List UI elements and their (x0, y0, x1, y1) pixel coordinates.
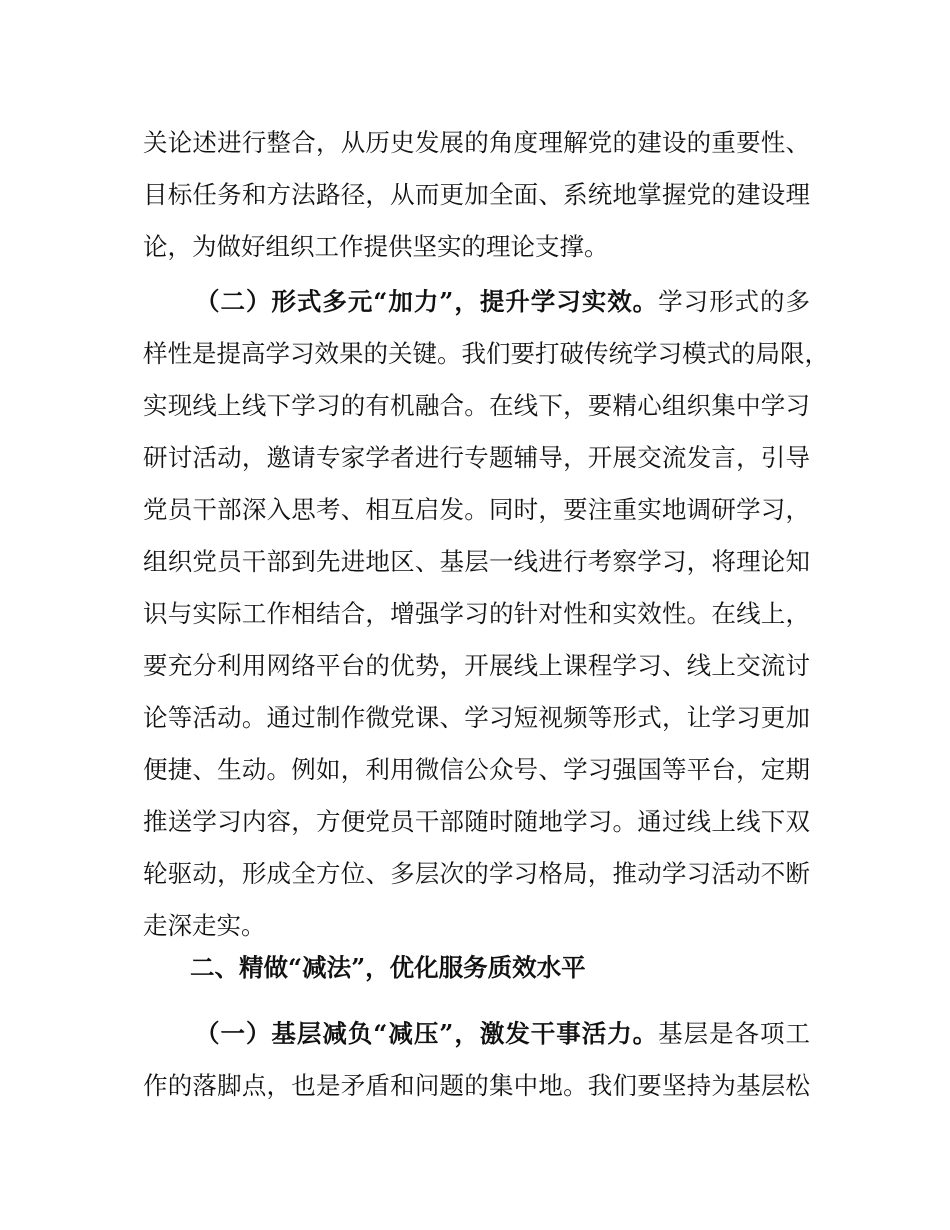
text-line: 实现线上线下学习的有机融合。在线下，要精心组织集中学习 (143, 391, 810, 420)
text-line: 研讨活动，邀请专家学者进行专题辅导，开展交流发言，引导 (143, 443, 810, 472)
text-span: 学习形式的多 (658, 287, 810, 316)
section-heading: 二、精做“减法”，优化服务质效水平 (190, 953, 586, 982)
text-span: 基层是各项工 (658, 1019, 810, 1048)
text-line: 要充分利用网络平台的优势，开展线上课程学习、线上交流讨 (143, 651, 810, 680)
section-lead: （二）形式多元“加力”，提升学习实效。 (195, 287, 659, 316)
text-line: 走深走实。 (143, 911, 266, 940)
text-line: 便捷、生动。例如，利用微信公众号、学习强国等平台，定期 (143, 755, 810, 784)
text-line (143, 276, 810, 328)
text-line (143, 1008, 810, 1060)
text-line: 党员干部深入思考、相互启发。同时，要注重实地调研学习， (143, 495, 810, 524)
text-line: 识与实际工作相结合，增强学习的针对性和实效性。在线上， (143, 599, 810, 628)
text-line: 组织党员干部到先进地区、基层一线进行考察学习，将理论知 (143, 547, 810, 576)
text-line: 关论述进行整合，从历史发展的角度理解党的建设的重要性、 (143, 128, 810, 157)
section-lead: （一）基层减负“减压”，激发干事活力。 (195, 1019, 659, 1048)
paragraph-3 (143, 1008, 810, 1112)
text-line: 样性是提高学习效果的关键。我们要打破传统学习模式的局限， (143, 339, 829, 368)
text-line: 论等活动。通过制作微党课、学习短视频等形式，让学习更加 (143, 703, 810, 732)
text-line: 目标任务和方法路径，从而更加全面、系统地掌握党的建设理 (143, 180, 810, 209)
text-line: 推送学习内容，方便党员干部随时随地学习。通过线上线下双 (143, 807, 810, 836)
paragraph-2 (143, 276, 829, 952)
text-line: 论，为做好组织工作提供坚实的理论支撑。 (143, 232, 609, 261)
text-line: 作的落脚点，也是矛盾和问题的集中地。我们要坚持为基层松 (143, 1071, 810, 1100)
text-line: 轮驱动，形成全方位、多层次的学习格局，推动学习活动不断 (143, 859, 810, 888)
paragraph-1 (143, 117, 810, 273)
